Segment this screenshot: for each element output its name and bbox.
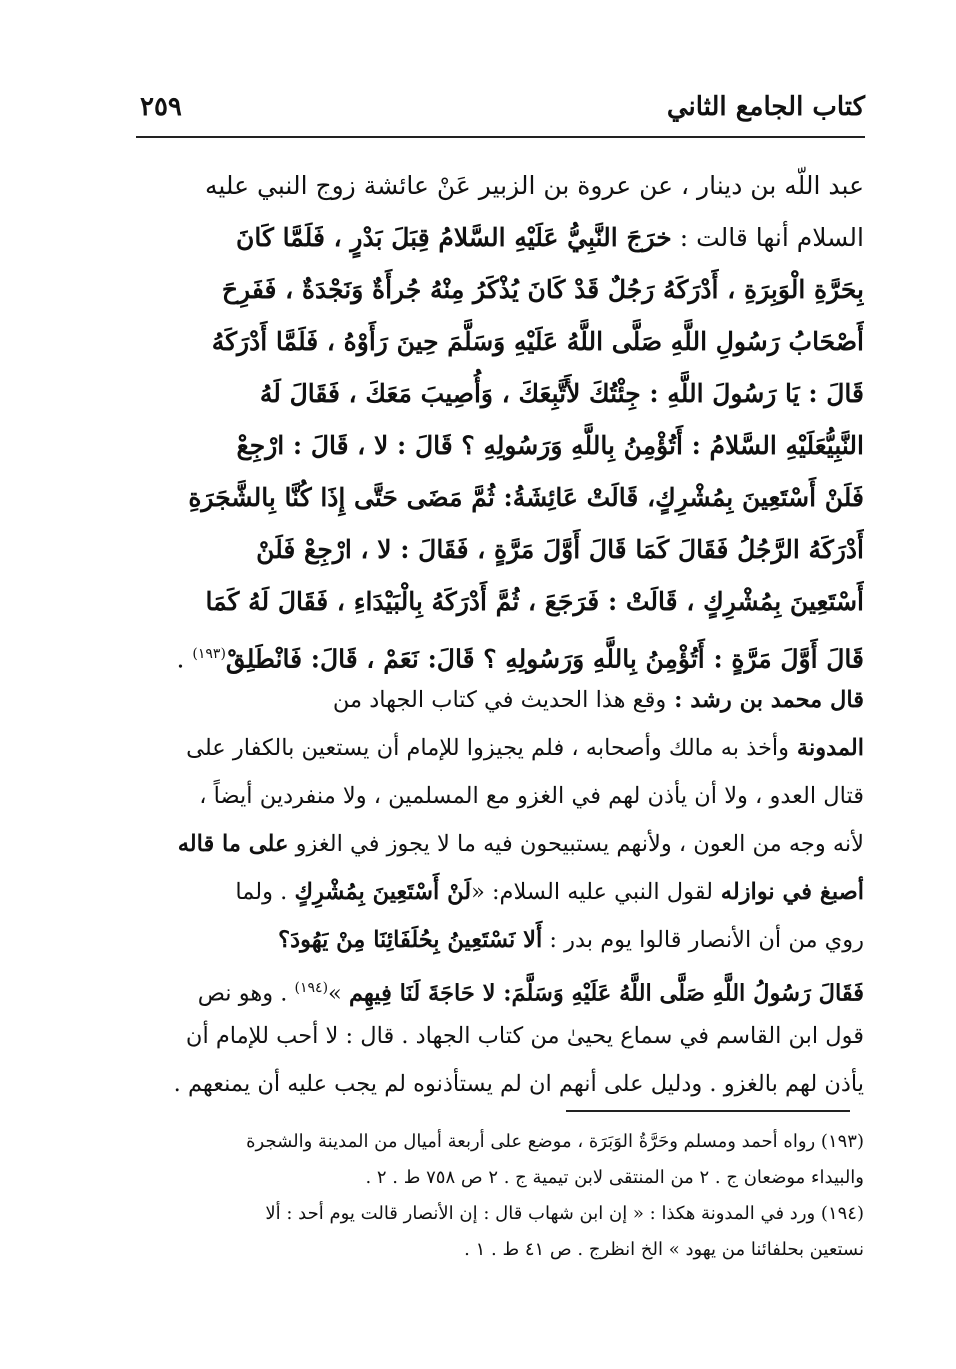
footnote-ref: (١٩٤) — [294, 980, 329, 996]
page-number: ٢٥٩ — [140, 92, 182, 122]
text-run: السلام أنها قالت : — [671, 223, 864, 252]
hadith-line — [148, 472, 864, 524]
commentary-line — [148, 1060, 864, 1108]
text-run: وقع هذا الحديث في كتاب الجهاد من — [332, 687, 667, 713]
commentary-line — [148, 964, 864, 1012]
footnote-rule — [566, 1110, 850, 1112]
commentary-line — [148, 676, 864, 724]
commentary-line — [148, 868, 864, 916]
hadith-line — [148, 628, 864, 680]
text-run: . وهو نص — [197, 980, 295, 1007]
text-run: أَسْتَعِينَ بِمُشْرِكٍ ، قَالَتْ : فَرَجَعَ ، ثُمَّ أَدْرَكَهُ بِالْبَيْدَاءِ ، فَقَالَ لَهُ كَمَا — [205, 587, 864, 616]
text-run: » — [328, 980, 349, 1007]
header-rule — [136, 136, 865, 138]
text-run: لقول النبي عليه السلام: « — [471, 879, 713, 905]
text-run: وأخذ به مالك وأصحابه ، فلم يجيزوا للإمام أن يستعين بالكفار على — [186, 735, 790, 761]
text-run: قول ابن القاسم في سماع يحيىٰ من كتاب الجهاد . قال : لا أحب للإمام أن — [185, 1023, 864, 1049]
footnote-line: نستعين بحلفائنا من يهود » الخ انظرج . ص ٤١ ط . ١ . — [464, 1239, 864, 1260]
hadith-line — [148, 316, 864, 368]
text-run: لَنْ أَسْتَعِينَ بِمُشْرِكٍ — [294, 879, 472, 905]
commentary-line — [148, 772, 864, 820]
text-run: قَالَ أَوَّلَ مَرَّةٍ : أَتُؤْمِنُ بِاللَّهِ وَرَسُولِهِ ؟ قَالَ: نَعَمْ ، قَالَ: فَانْطَلِقْ — [225, 644, 864, 674]
text-run: يأذن لهم بالغزو . ودليل على أنهم ان لم يستأذنوه لم يجب عليه أن يمنعهم . — [173, 1071, 864, 1097]
text-run: النَّبِيُّعَلَيْهِ السَّلامُ : أَتُؤْمِنُ بِاللَّهِ وَرَسُولِهِ ؟ قَالَ : لا ، قَالَ : ارْجِعْ — [236, 431, 864, 460]
commentary-text — [148, 676, 864, 1108]
text-run: قَالَ : يَا رَسُولَ اللَّهِ : جِئْتُكَ لأَتَّبِعَكَ ، وَأُصِيبَ مَعَكَ ، فَقَالَ لَهُ — [259, 379, 864, 408]
text-run: فَلَنْ أَسْتَعِينَ بِمُشْرِكٍ، قَالَتْ عَائِشَةُ: ثُمَّ مَضَى حَتَّى إِذَا كُنَّا بِالشَّجَرَةِ — [188, 483, 864, 512]
hadith-line — [148, 420, 864, 472]
footnote-line: والبيداء موضعان ج . ٢ من المنتقى لابن تيمية ج . ٢ ص ٧٥٨ ط . ٢ . — [365, 1167, 864, 1188]
page-header — [140, 92, 865, 132]
text-run: عبد اللّه بن دينار ، عن عروة بن الزبير عَنْ عائشة زوج النبي عليه — [204, 171, 864, 200]
footnote-ref: (١٩٣) — [192, 646, 226, 662]
footnote-line: (١٩٣) رواه أحمد ومسلم وحَرَّةُ الوَبَرَة ، موضع على أربعة أميال من المدينة والشجرة — [246, 1131, 864, 1152]
text-run: . ولما — [235, 879, 295, 905]
commentary-line — [148, 820, 864, 868]
text-run: المدونة — [789, 735, 864, 761]
text-run: لأنه وجه من العون ، ولأنهم يستبيحون فيه ما لا يجوز في الغزو — [288, 831, 864, 857]
hadith-line — [148, 212, 864, 264]
text-run: أَلا نَسْتَعِينُ بِحُلَفَائِنَا مِنْ يَهُودَ؟ — [278, 927, 543, 953]
footnotes — [148, 1124, 864, 1268]
commentary-line — [148, 916, 864, 964]
text-run: أَصْحَابُ رَسُولِ اللَّهِ صَلَّى اللَّهُ عَلَيْهِ وَسَلَّمَ حِينَ رَأَوْهُ ، فَلَمَّا أَدْرَكَهُ — [211, 327, 864, 356]
commentary-line — [148, 1012, 864, 1060]
text-run: خرَجَ النَّبِيُّ عَلَيْهِ السَّلامُ قِبَلَ بَدْرٍ ، فَلَمَّا كَانَ — [236, 223, 672, 252]
text-run: قتال العدو ، ولا أن يأذن لهم في الغزو مع المسلمين ، ولا منفردين أيضاً ، — [199, 783, 864, 809]
text-run: فَقَالَ رَسُولُ اللَّهِ صَلَّى اللَّهُ عَلَيْهِ وَسَلَّمَ: لا حَاجَةَ لَنَا فِيهِم — [348, 980, 864, 1007]
text-run: روي من أن الأنصار قالوا يوم بدر : — [542, 927, 864, 953]
hadith-line — [148, 368, 864, 420]
hadith-line — [148, 576, 864, 628]
text-run: على ما قاله — [177, 831, 289, 857]
text-run: أصبغ في نوازله — [712, 879, 864, 905]
hadith-line — [148, 264, 864, 316]
text-run: بِحَرَّةِ الْوَبِرَةِ ، أَدْرَكَهُ رَجُلٌ قَدْ كَانَ يُذْكَرُ مِنْهُ جُرأَةٌ وَنَجْدَةٌ ، فَفَرِحَ — [221, 275, 864, 304]
hadith-line — [148, 524, 864, 576]
text-run: قال محمد بن رشد : — [666, 687, 864, 713]
hadith-line — [148, 160, 864, 212]
hadith-text — [148, 160, 864, 680]
footnote-line: (١٩٤) ورد في المدونة هكذا : « إن ابن شهاب قال : إن الأنصار قالت يوم أحد : ألا — [265, 1203, 864, 1224]
commentary-line — [148, 724, 864, 772]
text-run: أَدْرَكَهُ الرَّجُلُ فَقَالَ كَمَا قَالَ أَوَّلَ مَرَّةٍ ، فَقَالَ : لا ، ارْجِعْ فَلَنْ — [256, 535, 864, 564]
book-title: كتاب الجامع الثاني — [666, 92, 865, 122]
text-run: . — [176, 644, 193, 674]
